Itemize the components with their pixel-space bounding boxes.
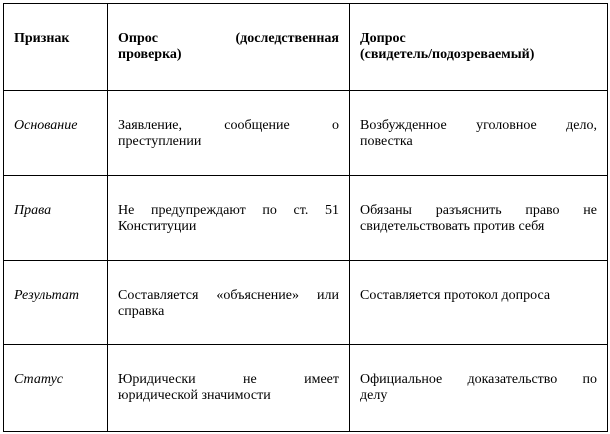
header-interview (108, 4, 350, 91)
header-feature (4, 4, 108, 91)
row-interview-line1: Заявление, сообщение о (118, 118, 339, 133)
table-header-row (4, 4, 608, 91)
header-interrogation-line1: Допрос (360, 31, 406, 46)
row-interview-line2: Конституции (118, 219, 197, 234)
comparison-table (3, 3, 608, 432)
row-feature-label: Основание (14, 118, 78, 133)
row-interrogation-line1: Возбужденное уголовное дело, (360, 118, 597, 133)
table-row (4, 345, 608, 432)
row-interview-line1: Не предупреждают по ст. 51 (118, 203, 339, 218)
row-interrogation-line2: повестка (360, 134, 413, 149)
header-interrogation (350, 4, 608, 91)
comparison-table-container (3, 3, 607, 431)
row-interview-line2: юридической значимости (118, 388, 271, 403)
table-row (4, 261, 608, 345)
row-interview-line2: преступлении (118, 134, 202, 149)
row-interrogation-cell (350, 91, 608, 176)
row-interview-line1: Составляется «объяснение» или (118, 288, 339, 303)
row-interrogation-line1: Официальное доказательство по (360, 372, 597, 387)
row-interrogation-line1: Составляется протокол допроса (360, 288, 551, 303)
row-interrogation-cell (350, 261, 608, 345)
row-interview-cell (108, 176, 350, 261)
row-interrogation-cell (350, 345, 608, 432)
row-interrogation-line1: Обязаны разъяснить право не (360, 203, 597, 218)
header-feature-label: Признак (14, 31, 70, 46)
row-feature (4, 91, 108, 176)
row-feature (4, 345, 108, 432)
row-feature (4, 176, 108, 261)
table-row (4, 176, 608, 261)
row-interview-cell (108, 261, 350, 345)
row-feature-label: Результат (14, 288, 79, 303)
row-interrogation-line2: свидетельствовать против себя (360, 219, 545, 234)
header-interview-line2: проверка) (118, 47, 182, 62)
row-feature-label: Статус (14, 372, 64, 387)
row-interrogation-line2: делу (360, 388, 388, 403)
table-row (4, 91, 608, 176)
row-interview-cell (108, 91, 350, 176)
row-interview-cell (108, 345, 350, 432)
row-feature-label: Права (14, 203, 52, 218)
header-interrogation-line2: (свидетель/подозреваемый) (360, 47, 535, 62)
row-interview-line1: Юридически не имеет (118, 372, 339, 387)
row-interrogation-cell (350, 176, 608, 261)
header-interview-line1: Опрос (доследственная (118, 31, 339, 46)
row-feature (4, 261, 108, 345)
row-interview-line2: справка (118, 304, 165, 319)
